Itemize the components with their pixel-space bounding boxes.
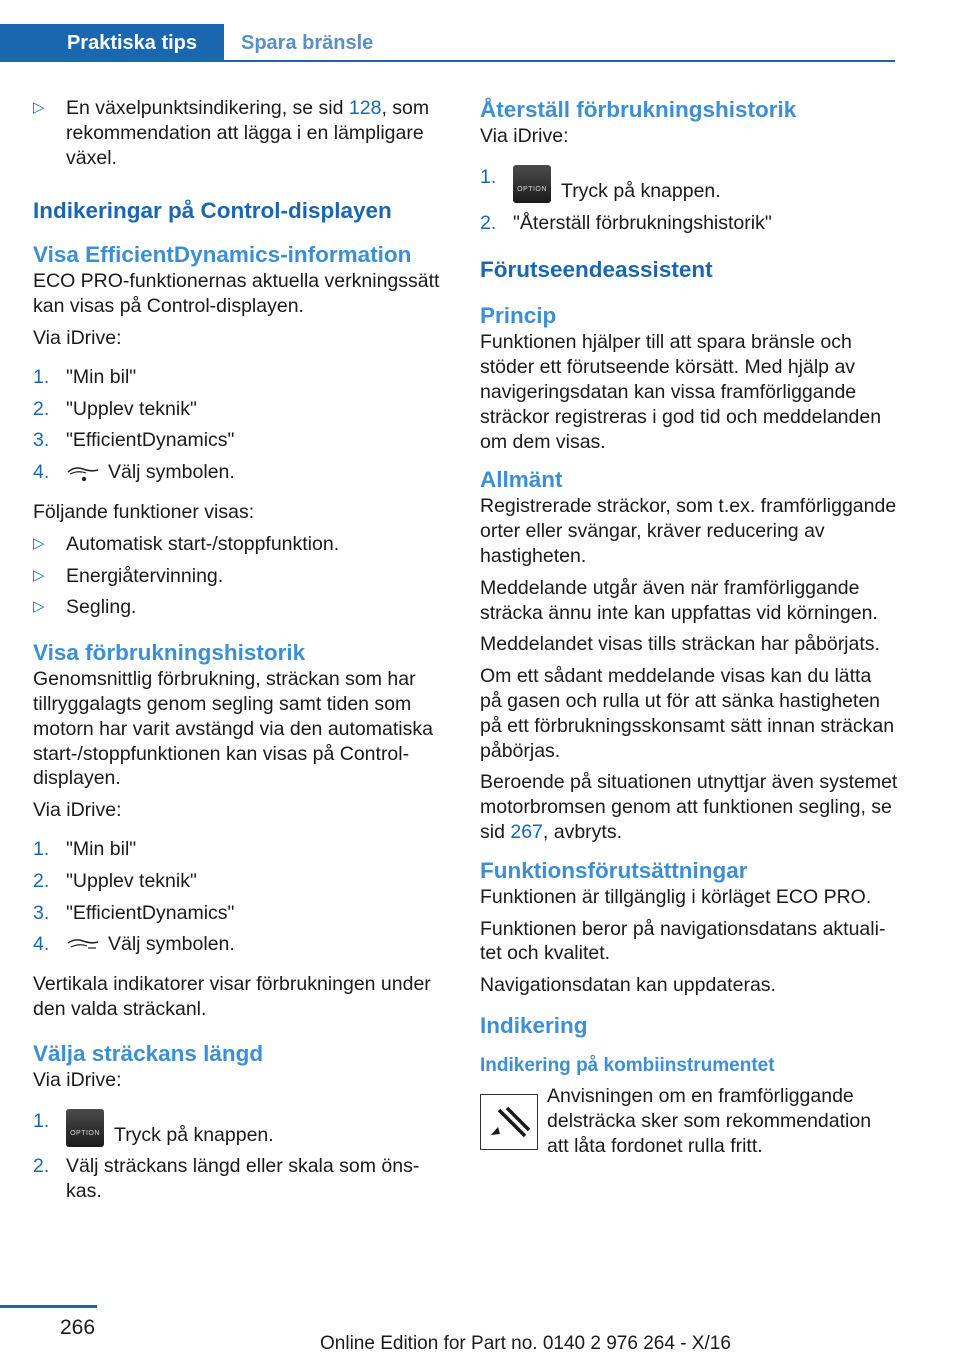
list-text: "Upplev teknik" (66, 397, 197, 420)
list-number: 1. (33, 365, 50, 388)
bullet-item (33, 564, 445, 596)
bullet-item (33, 96, 445, 177)
paragraph: Om ett sådant meddelande visas kan du lätta på gasen och rulla ut för att sänka hastigheten på ett förbrukningsskonsamt sätt innan sträckan påbörjas. (480, 665, 895, 762)
list-text: Tryck på knappen. (114, 1123, 274, 1146)
paragraph: Funktionen hjälper till att spara bränsle och stöder ett förutseende körsätt. Med hjälp av navigeringsdatan kan vissa framförliggande sträckor registreras i god tid och meddelanden om dem visas. (480, 331, 882, 453)
bullet-text: Segling. (66, 596, 137, 619)
list-text: Tryck på knappen. (561, 179, 721, 202)
page-link[interactable]: 128 (348, 97, 382, 119)
footer-edition: Online Edition for Part no. 0140 2 976 264 - X/16 (320, 1333, 731, 1354)
bullet-text: , som rekommendation att lägga i en lämpligare växel. (66, 97, 430, 169)
list-item (33, 460, 445, 492)
triangle-bullet-icon: ▷ (33, 99, 45, 116)
list-number: 2. (480, 211, 497, 234)
numbered-list (480, 165, 898, 243)
paragraph: Meddelandet visas tills sträckan har påbörjats. (480, 633, 880, 656)
paragraph: Registrerade sträckor, som t.ex. framförliggande orter eller svängar, kräver reducering av hastigheten. (480, 495, 897, 567)
bullet-list (33, 532, 445, 627)
header-tabs (0, 24, 895, 62)
tab-praktiska-tips[interactable] (0, 24, 224, 62)
indicator-row (480, 1084, 898, 1164)
triangle-bullet-icon: ▷ (33, 598, 45, 616)
paragraph: Meddelande utgår även när framförliggande sträcka ännu inte kan uppfattas vid körningen. (480, 576, 878, 624)
list-number: 3. (33, 429, 50, 452)
page-number: 266 (60, 1316, 96, 1339)
list-text: "EfficientDynamics" (66, 429, 235, 452)
list-item (480, 211, 898, 243)
list-number: 1. (33, 1109, 50, 1132)
list-text: "Min bil" (66, 837, 137, 860)
paragraph: Funktionen är tillgänglig i körläget ECO PRO. (480, 885, 872, 908)
option-button-icon (513, 165, 551, 203)
list-item (33, 428, 445, 460)
sub-subsection-heading: Indikering på kombiinstrumentet (480, 1054, 775, 1076)
list-number: 3. (33, 901, 50, 924)
footer-rule (0, 1305, 97, 1308)
list-item (33, 365, 445, 397)
list-number: 4. (33, 933, 50, 956)
paragraph: Via iDrive: (480, 125, 569, 147)
tab-label: Praktiska tips (66, 31, 198, 54)
list-number: 1. (480, 165, 497, 188)
list-number: 2. (33, 1155, 50, 1178)
bullet-item (33, 532, 445, 564)
paragraph: Via iDrive: (33, 326, 122, 349)
option-icon-label: OPTION (70, 1129, 100, 1137)
numbered-list (33, 365, 445, 492)
list-text: Välj symbolen. (108, 461, 235, 484)
list-item (33, 837, 445, 869)
tab-spara-bransle[interactable] (241, 24, 373, 62)
option-icon-label: OPTION (517, 185, 547, 193)
list-text: "Återställ förbrukningshistorik" (513, 211, 772, 234)
list-text: "Upplev teknik" (66, 869, 197, 892)
option-button-icon (66, 1109, 104, 1147)
paragraph: Följande funktioner visas: (33, 500, 255, 523)
section-heading: Förutseendeassistent (480, 257, 713, 283)
subsection-heading: Visa förbrukningshistorik (33, 640, 306, 666)
bullet-text: Automatisk start-/stoppfunktion. (66, 532, 340, 555)
subsection-heading: Välja sträckans längd (33, 1040, 264, 1066)
list-text: "EfficientDynamics" (66, 901, 235, 924)
paragraph: Anvisningen om en framförliggande delsträcka sker som rekommendation att låta fordonet rulla fritt. (547, 1084, 872, 1157)
paragraph-text: , avbryts. (542, 820, 623, 843)
list-number: 4. (33, 461, 50, 484)
list-number: 1. (33, 837, 50, 860)
paragraph-text: Beroende på situationen utnyttjar även systemet motorbromsen genom att funktionen segling, se sid (480, 771, 898, 843)
paragraph: Via iDrive: (33, 799, 122, 822)
tab-label: Spara bränsle (241, 31, 374, 54)
list-item (33, 1109, 445, 1155)
right-column (480, 96, 898, 1164)
list-item (33, 901, 445, 933)
list-item (33, 869, 445, 901)
consumption-history-symbol-icon (66, 936, 100, 954)
paragraph: Navigationsdatan kan uppdateras. (480, 974, 776, 997)
subsection-heading: Allmänt (480, 467, 563, 493)
subsection-heading: Princip (480, 303, 557, 329)
subsection-heading: Visa EfficientDynamics-information (33, 242, 412, 268)
paragraph: Funktionen beror på navigationsdatans aktualitet och kvalitet. (480, 917, 886, 965)
paragraph: Genomsnittlig förbrukning, sträckan som har tillryggalagts genom segling samt tiden som motorn har varit avstängd via den automatiska start-/stoppfunktionen kan visas på Control-displayen. (33, 668, 433, 790)
list-item (480, 165, 898, 211)
bullet-item (33, 595, 445, 627)
list-number: 2. (33, 397, 50, 420)
triangle-bullet-icon: ▷ (33, 566, 45, 584)
header-rule (224, 60, 895, 62)
list-item (33, 932, 445, 964)
list-text: "Min bil" (66, 365, 137, 388)
left-column (33, 96, 445, 1219)
paragraph: ECO PRO-funktionernas aktuella verkningssätt kan visas på Control-displayen. (33, 270, 440, 318)
list-item (33, 397, 445, 429)
subsection-heading: Funktionsförutsättningar (480, 857, 748, 883)
paragraph (480, 770, 898, 844)
list-text: Välj symbolen. (108, 933, 235, 956)
efficient-dynamics-symbol-icon (66, 464, 100, 482)
section-heading: Indikeringar på Control-displayen (33, 198, 392, 224)
paragraph: Vertikala indikatorer visar förbrukningen under den valda sträckanl. (33, 973, 431, 1020)
bullet-text: En växelpunktsindikering, se sid (66, 97, 349, 119)
list-item (33, 1154, 445, 1211)
page-link[interactable]: 267 (510, 820, 543, 843)
paragraph: Via iDrive: (33, 1068, 122, 1091)
coasting-recommendation-icon (480, 1094, 538, 1150)
numbered-list (33, 837, 445, 964)
subsection-heading: Återställ förbrukningshistorik (480, 97, 797, 122)
subsection-heading: Indikering (480, 1012, 588, 1038)
triangle-bullet-icon: ▷ (33, 534, 45, 552)
numbered-list (33, 1109, 445, 1211)
list-text: Välj sträckans längd eller skala som önskas. (66, 1155, 420, 1203)
list-number: 2. (33, 869, 50, 892)
bullet-text: Energiåtervinning. (66, 564, 224, 587)
